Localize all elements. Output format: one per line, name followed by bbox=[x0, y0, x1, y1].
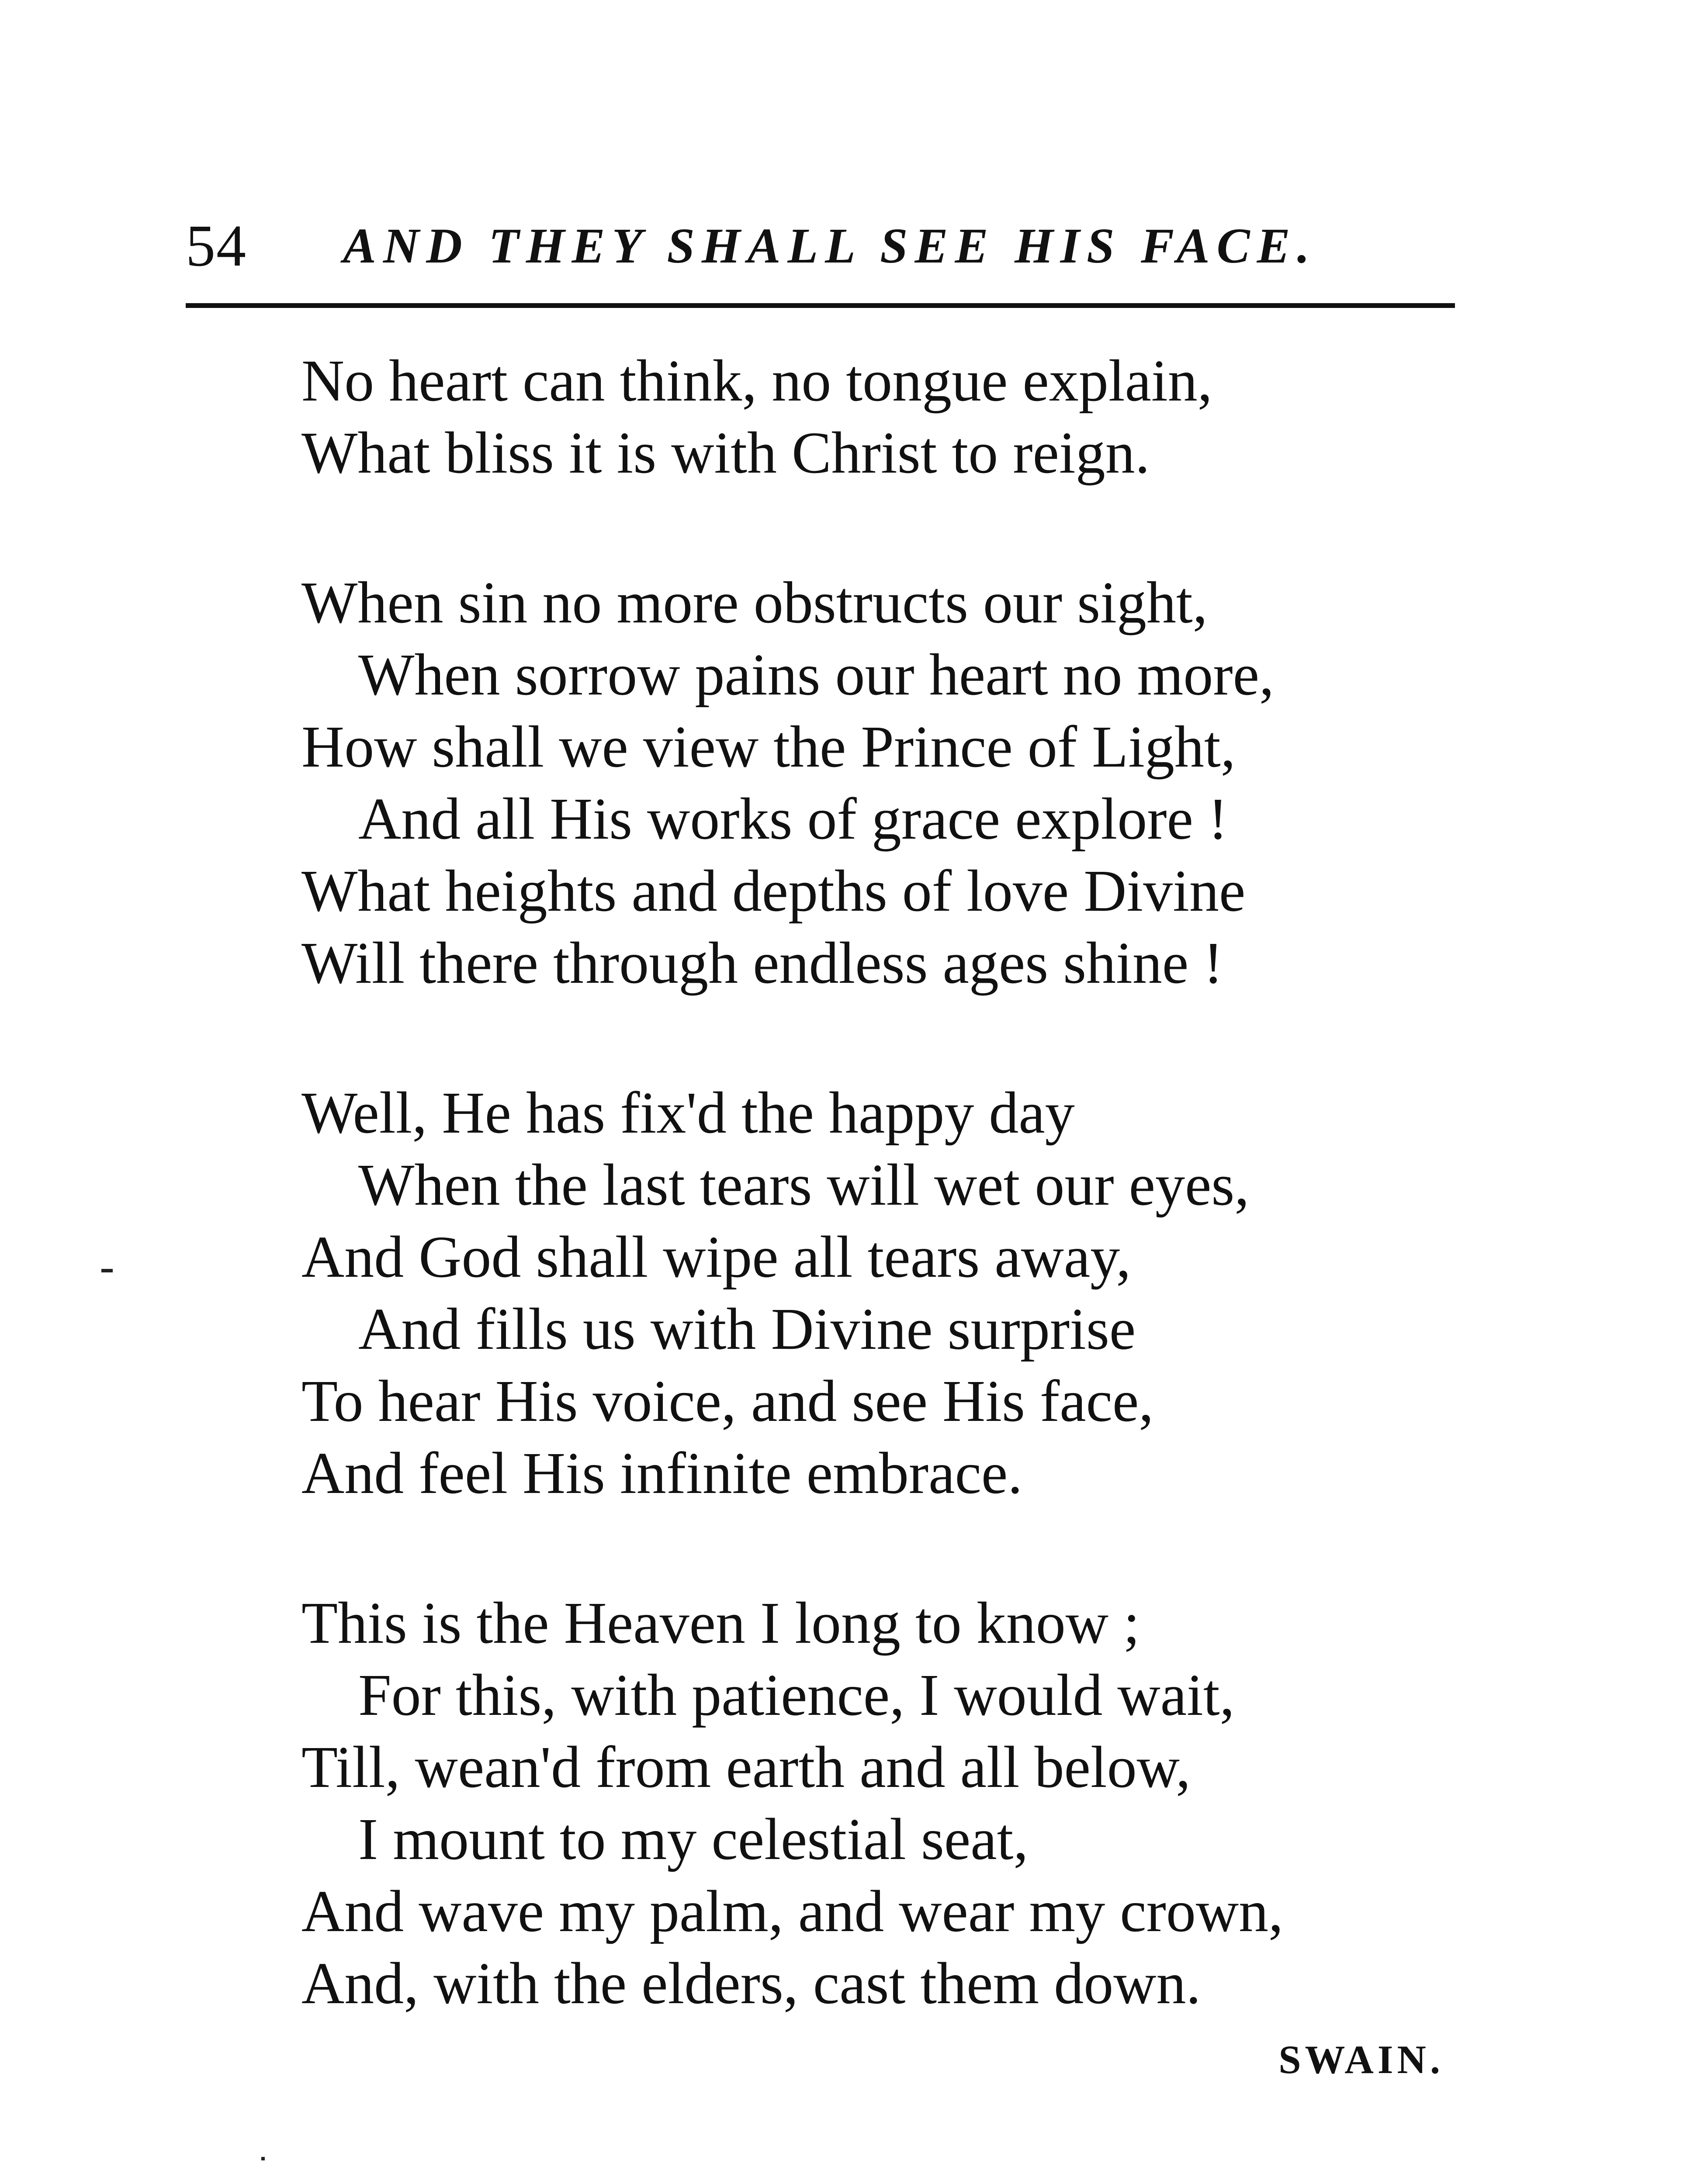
poem-line: To hear His voice, and see His face, bbox=[301, 1368, 1154, 1434]
stanza-4 bbox=[301, 1587, 1481, 2020]
poem-line: And all His works of grace explore ! bbox=[358, 786, 1228, 852]
poem-line: When sin no more obstructs our sight, bbox=[301, 570, 1208, 636]
stanza-1 bbox=[301, 345, 1481, 489]
running-title: AND THEY SHALL SEE HIS FACE. bbox=[343, 218, 1317, 273]
poem-line: And fills us with Divine surprise bbox=[358, 1296, 1136, 1362]
poem-line: Till, wean'd from earth and all below, bbox=[301, 1735, 1191, 1800]
poem-line: How shall we view the Prince of Light, bbox=[301, 714, 1236, 780]
page-number: 54 bbox=[186, 213, 247, 279]
poem-line: When the last tears will wet our eyes, bbox=[358, 1152, 1250, 1218]
poem-line: And wave my palm, and wear my crown, bbox=[301, 1879, 1284, 1944]
poem-line: And, with the elders, cast them down. bbox=[301, 1951, 1201, 2016]
poem-line: This is the Heaven I long to know ; bbox=[301, 1590, 1140, 1656]
poem-line: And God shall wipe all tears away, bbox=[301, 1224, 1131, 1290]
scan-speck bbox=[101, 1269, 113, 1272]
poem-line: And feel His infinite embrace. bbox=[301, 1441, 1023, 1506]
poem-author: SWAIN. bbox=[1278, 2037, 1444, 2082]
poem-line: I mount to my celestial seat, bbox=[358, 1807, 1029, 1872]
poem-line: What heights and depths of love Divine bbox=[301, 858, 1246, 924]
poem-line: For this, with patience, I would wait, bbox=[358, 1662, 1235, 1728]
poem-line: Well, He has fix'd the happy day bbox=[301, 1080, 1075, 1146]
scan-speck bbox=[261, 2157, 265, 2160]
poem-line: When sorrow pains our heart no more, bbox=[358, 642, 1275, 708]
page-header bbox=[186, 209, 1453, 283]
poem-line: No heart can think, no tongue explain, bbox=[301, 348, 1212, 414]
header-rule bbox=[186, 303, 1455, 308]
stanza-2 bbox=[301, 567, 1481, 999]
stanza-3 bbox=[301, 1077, 1481, 1510]
poem-line: Will there through endless ages shine ! bbox=[301, 930, 1223, 996]
poem bbox=[301, 345, 1481, 2098]
poem-line: What bliss it is with Christ to reign. bbox=[301, 420, 1150, 486]
